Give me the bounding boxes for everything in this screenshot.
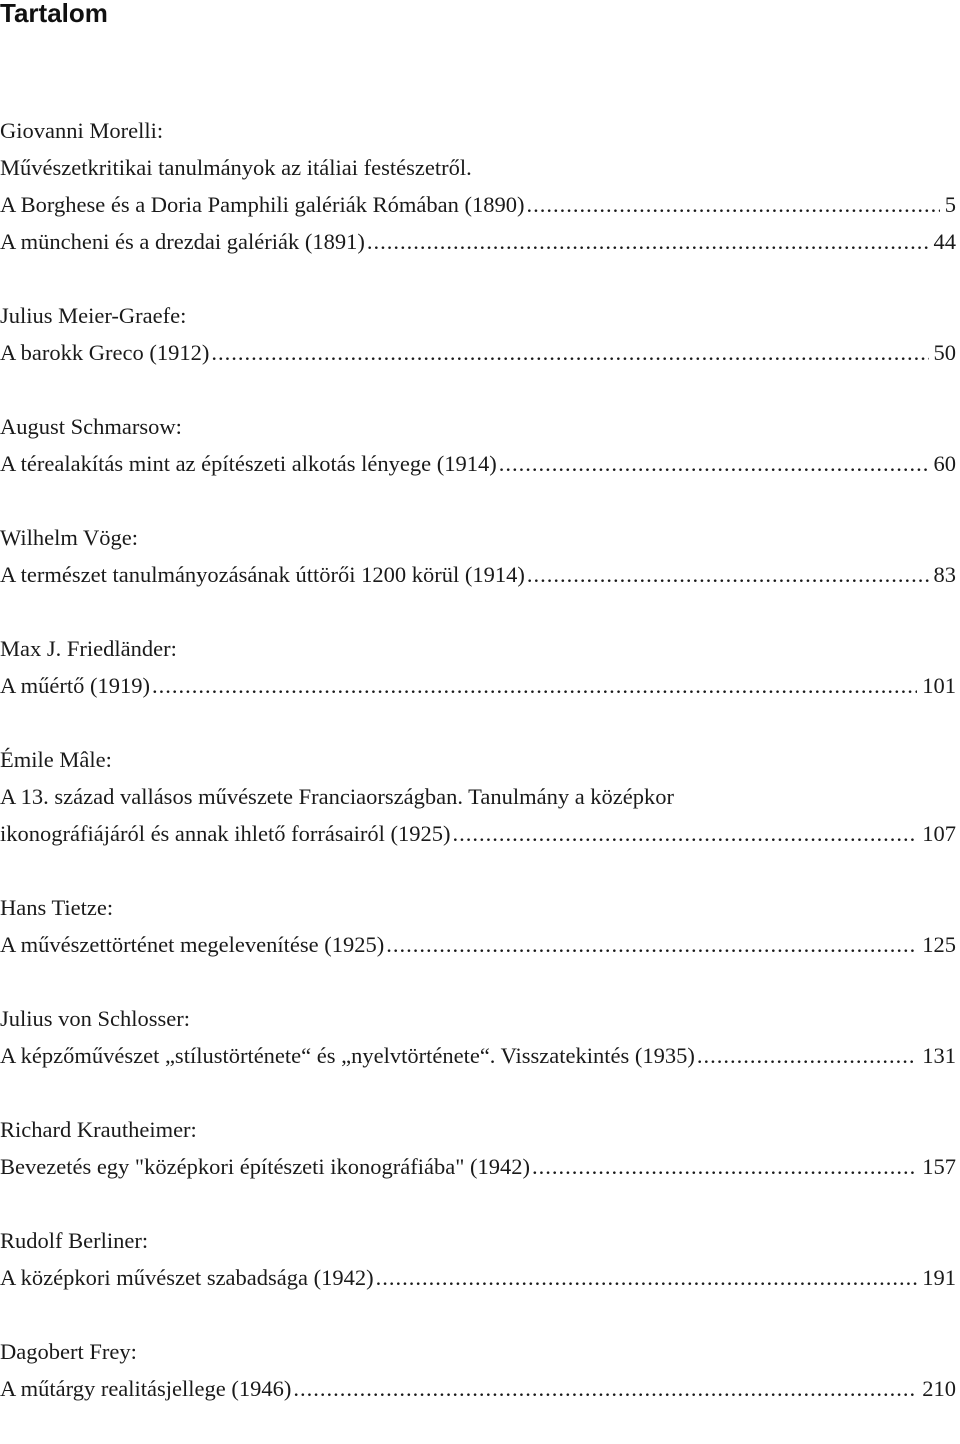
entry-title: A müncheni és a drezdai galériák (1891) (0, 229, 365, 254)
toc-entry[interactable] (0, 926, 956, 963)
page-number: 44 (933, 229, 956, 254)
author-heading: Richard Krautheimer: (0, 1117, 197, 1142)
author-heading: Émile Mâle: (0, 747, 112, 772)
page-number: 125 (922, 932, 956, 957)
author-heading: August Schmarsow: (0, 414, 182, 439)
page-number: 210 (922, 1376, 956, 1401)
toc-section (0, 1333, 956, 1407)
entry-title: A műtárgy realitásjellege (1946) (0, 1376, 292, 1401)
toc-section (0, 1111, 956, 1185)
toc-section (0, 112, 956, 260)
dot-leader (211, 334, 928, 371)
dot-leader (152, 667, 917, 704)
entry-title-line: A 13. század vallásos művészete Franciaországban. Tanulmány a középkor (0, 784, 675, 809)
entry-title: A természet tanulmányozásának úttörői 1200 körül (1914) (0, 562, 525, 587)
toc-entry[interactable] (0, 1259, 956, 1296)
entry-title: A képzőművészet „stílustörténete“ és „nyelvtörténete“. Visszatekintés (1935) (0, 1043, 695, 1068)
toc-entry[interactable] (0, 186, 956, 223)
dot-leader (376, 1259, 918, 1296)
toc-section (0, 741, 956, 852)
dot-leader (386, 926, 917, 963)
dot-leader (526, 186, 939, 223)
entry-title: A művészettörténet megelevenítése (1925) (0, 932, 385, 957)
toc-section (0, 1222, 956, 1296)
dot-leader (532, 1148, 917, 1185)
author-heading: Max J. Friedländer: (0, 636, 177, 661)
toc-entry[interactable] (0, 815, 956, 852)
entry-title: A térealakítás mint az építészeti alkotás lényege (1914) (0, 451, 497, 476)
toc-section (0, 630, 956, 704)
entry-title: Bevezetés egy "középkori építészeti ikonográfiába" (1942) (0, 1154, 531, 1179)
dot-leader (452, 815, 917, 852)
entry-title: ikonográfiájáról és annak ihlető forrásairól (1925) (0, 821, 451, 846)
toc-section (0, 889, 956, 963)
page-number: 157 (922, 1154, 956, 1179)
dot-leader (293, 1370, 917, 1407)
toc-entry[interactable] (0, 667, 956, 704)
entry-title: A Borghese és a Doria Pamphili galériák Rómában (1890) (0, 192, 525, 217)
page-number: 83 (933, 562, 956, 587)
author-heading: Hans Tietze: (0, 895, 114, 920)
entry-title-line: Művészetkritikai tanulmányok az itáliai festészetről. (0, 155, 472, 180)
table-of-contents (0, 112, 956, 1444)
author-heading: Dagobert Frey: (0, 1339, 137, 1364)
entry-title: A középkori művészet szabadsága (1942) (0, 1265, 374, 1290)
toc-entry[interactable] (0, 1148, 956, 1185)
dot-leader (527, 556, 929, 593)
toc-entry[interactable] (0, 556, 956, 593)
page-title: Tartalom (0, 0, 108, 28)
toc-entry[interactable] (0, 445, 956, 482)
page-number: 107 (922, 821, 956, 846)
toc-entry[interactable] (0, 334, 956, 371)
page-number: 191 (922, 1265, 956, 1290)
toc-section (0, 1000, 956, 1074)
entry-title: A műértő (1919) (0, 673, 150, 698)
toc-entry[interactable] (0, 223, 956, 260)
author-heading: Wilhelm Vöge: (0, 525, 139, 550)
toc-section (0, 519, 956, 593)
page-number: 101 (922, 673, 956, 698)
toc-entry[interactable] (0, 1037, 956, 1074)
page-number: 5 (944, 192, 956, 217)
entry-title: A barokk Greco (1912) (0, 340, 210, 365)
toc-section (0, 297, 956, 371)
author-heading: Rudolf Berliner: (0, 1228, 149, 1253)
page-number: 60 (933, 451, 956, 476)
dot-leader (367, 223, 929, 260)
page-number: 131 (922, 1043, 956, 1068)
author-heading: Giovanni Morelli: (0, 118, 164, 143)
toc-entry[interactable] (0, 1370, 956, 1407)
toc-section (0, 408, 956, 482)
dot-leader (697, 1037, 917, 1074)
dot-leader (499, 445, 929, 482)
page-number: 50 (933, 340, 956, 365)
author-heading: Julius Meier-Graefe: (0, 303, 187, 328)
author-heading: Julius von Schlosser: (0, 1006, 191, 1031)
